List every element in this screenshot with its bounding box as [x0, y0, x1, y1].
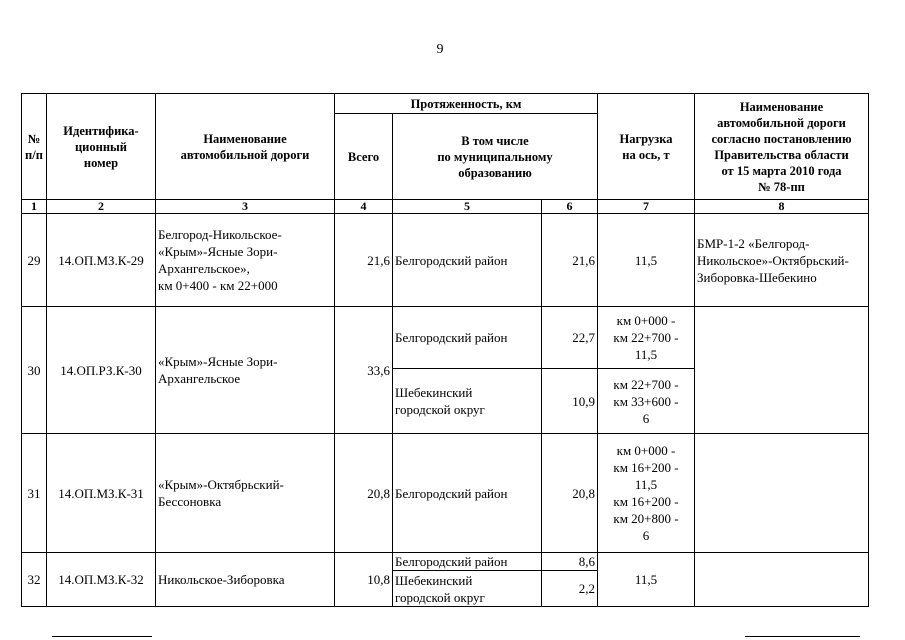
- axle-load: 11,5: [598, 553, 695, 607]
- resolution-name-empty: [695, 434, 869, 553]
- district-length: 10,9: [542, 369, 598, 434]
- row-number: 29: [22, 214, 47, 307]
- total-length: 33,6: [335, 307, 393, 434]
- row-number: 31: [22, 434, 47, 553]
- header-row-1: [22, 94, 869, 114]
- column-number: 8: [695, 200, 869, 214]
- road-name: Никольское-Зиборовка: [156, 553, 335, 607]
- axle-load: км 22+700 - км 33+600 - 6: [598, 369, 695, 434]
- total-length: 21,6: [335, 214, 393, 307]
- header-road-name: Наименование автомобильной дороги: [156, 94, 335, 200]
- column-number: 5: [393, 200, 542, 214]
- district-length: 2,2: [542, 571, 598, 607]
- table-row: [22, 307, 869, 369]
- column-number: 4: [335, 200, 393, 214]
- footer-line: [52, 636, 152, 637]
- footer-line: [745, 636, 860, 637]
- column-number: 1: [22, 200, 47, 214]
- header-total: Всего: [335, 114, 393, 200]
- resolution-name: БМР-1-2 «Белгород- Никольское»-Октябрьский- Зиборовка-Шебекино: [695, 214, 869, 307]
- axle-load: 11,5: [598, 214, 695, 307]
- header-num: № п/п: [22, 94, 47, 200]
- district: Белгородский район: [393, 553, 542, 571]
- page-number: 9: [436, 42, 444, 57]
- total-length: 20,8: [335, 434, 393, 553]
- column-number-row: [22, 200, 869, 214]
- roads-table: [21, 93, 869, 607]
- road-id: 14.ОП.МЗ.К-31: [47, 434, 156, 553]
- header-municipal: В том числе по муниципальному образованию: [393, 114, 598, 200]
- table-row: [22, 214, 869, 307]
- row-number: 32: [22, 553, 47, 607]
- axle-load: км 0+000 - км 22+700 - 11,5: [598, 307, 695, 369]
- table-row: [22, 553, 869, 571]
- district: Белгородский район: [393, 214, 542, 307]
- column-number: 7: [598, 200, 695, 214]
- district: Шебекинский городской округ: [393, 571, 542, 607]
- road-id: 14.ОП.МЗ.К-29: [47, 214, 156, 307]
- district: Белгородский район: [393, 434, 542, 553]
- district-length: 21,6: [542, 214, 598, 307]
- road-name: «Крым»-Ясные Зори- Архангельское: [156, 307, 335, 434]
- header-axle-load: Нагрузка на ось, т: [598, 94, 695, 200]
- column-number: 6: [542, 200, 598, 214]
- district: Шебекинский городской округ: [393, 369, 542, 434]
- road-name: Белгород-Никольское- «Крым»-Ясные Зори- Архангельское», км 0+400 - км 22+000: [156, 214, 335, 307]
- district-length: 20,8: [542, 434, 598, 553]
- resolution-name-empty: [695, 553, 869, 607]
- district-length: 8,6: [542, 553, 598, 571]
- road-name: «Крым»-Октябрьский- Бессоновка: [156, 434, 335, 553]
- header-resolution-name: Наименование автомобильной дороги согласно постановлению Правительства области от 15 марта 2010 года № 78-пп: [695, 94, 869, 200]
- district: Белгородский район: [393, 307, 542, 369]
- resolution-name-empty: [695, 307, 869, 434]
- total-length: 10,8: [335, 553, 393, 607]
- row-number: 30: [22, 307, 47, 434]
- road-id: 14.ОП.РЗ.К-30: [47, 307, 156, 434]
- district-length: 22,7: [542, 307, 598, 369]
- header-id: Идентифика- ционный номер: [47, 94, 156, 200]
- road-id: 14.ОП.МЗ.К-32: [47, 553, 156, 607]
- axle-load: км 0+000 - км 16+200 - 11,5 км 16+200 - км 20+800 - 6: [598, 434, 695, 553]
- column-number: 3: [156, 200, 335, 214]
- header-length-group: Протяженность, км: [335, 94, 598, 114]
- table-row: [22, 434, 869, 553]
- column-number: 2: [47, 200, 156, 214]
